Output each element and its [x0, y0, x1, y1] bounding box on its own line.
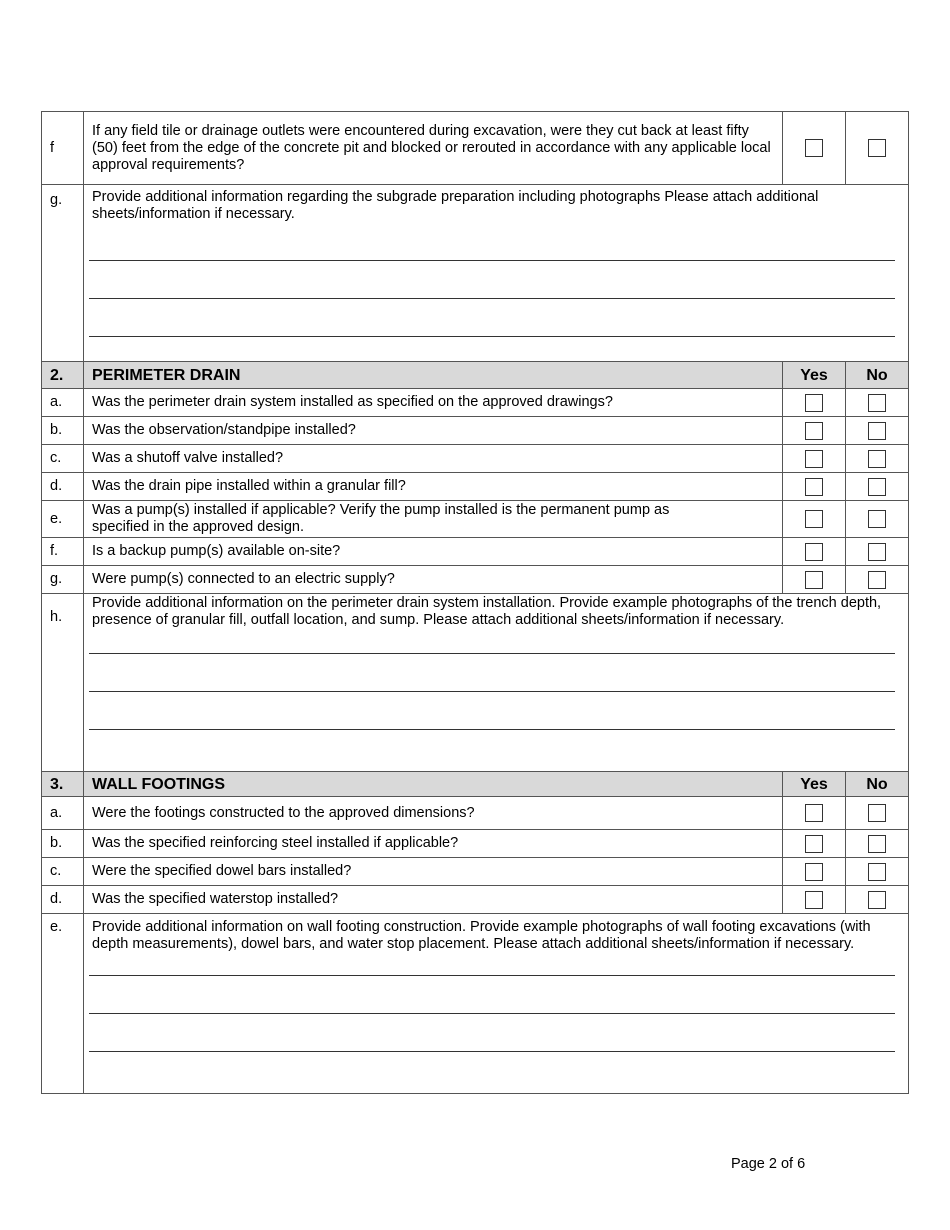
answer-line[interactable] — [89, 1051, 895, 1052]
no-checkbox[interactable] — [868, 835, 886, 853]
yes-checkbox[interactable] — [805, 422, 823, 440]
question-text: Was the specified reinforcing steel installed if applicable? — [84, 830, 783, 858]
row-id: a. — [42, 389, 84, 417]
no-checkbox[interactable] — [868, 450, 886, 468]
yes-checkbox[interactable] — [805, 394, 823, 412]
inspection-form-table — [41, 111, 909, 1094]
row-id: e. — [42, 501, 84, 538]
table-row — [42, 886, 909, 914]
question-text: Was a shutoff valve installed? — [84, 445, 783, 473]
question-text: Is a backup pump(s) available on-site? — [84, 538, 783, 566]
question-text: Was the perimeter drain system installed as specified on the approved drawings? — [84, 389, 783, 417]
yes-checkbox[interactable] — [805, 891, 823, 909]
row-id: f. — [42, 538, 84, 566]
no-checkbox[interactable] — [868, 478, 886, 496]
row-id: g. — [50, 192, 63, 208]
section-number: 3. — [42, 772, 84, 797]
info-question-text: Provide additional information on wall footing construction. Provide example photographs of wall footing excavations (with depth measurements), dowel bars, and water stop placement. Please attach additional sheets/information if necessary. — [92, 919, 871, 952]
yes-checkbox[interactable] — [805, 543, 823, 561]
info-row — [42, 594, 909, 772]
section-title: WALL FOOTINGS — [84, 772, 783, 797]
yes-checkbox[interactable] — [805, 450, 823, 468]
table-row — [42, 112, 909, 185]
table-row — [42, 830, 909, 858]
table-row — [42, 566, 909, 594]
row-id: b. — [42, 830, 84, 858]
row-id: b. — [42, 417, 84, 445]
no-checkbox[interactable] — [868, 863, 886, 881]
table-row — [42, 501, 909, 538]
section-title: PERIMETER DRAIN — [84, 362, 783, 389]
no-checkbox[interactable] — [868, 139, 886, 157]
question-text: Were the specified dowel bars installed? — [84, 858, 783, 886]
no-checkbox[interactable] — [868, 804, 886, 822]
table-row — [42, 473, 909, 501]
page-number: Page 2 of 6 — [731, 1156, 806, 1172]
question-text: Was the observation/standpipe installed? — [84, 417, 783, 445]
info-question-text: Provide additional information regarding the subgrade preparation including photographs Please attach additional sheets/information if necessary. — [92, 189, 819, 222]
row-id: g. — [42, 566, 84, 594]
info-question-text: Provide additional information on the perimeter drain system installation. Provide example photographs of the trench depth, presence of granular fill, outfall location, and sump. Please attach additional sheets/information if necessary. — [92, 595, 882, 628]
info-row — [42, 914, 909, 1094]
row-id: e. — [50, 919, 63, 935]
row-id: c. — [42, 445, 84, 473]
yes-checkbox[interactable] — [805, 863, 823, 881]
table-row — [42, 797, 909, 830]
row-id: d. — [42, 886, 84, 914]
no-checkbox[interactable] — [868, 891, 886, 909]
table-row — [42, 538, 909, 566]
no-checkbox[interactable] — [868, 422, 886, 440]
row-id: a. — [42, 797, 84, 830]
section-header-row — [42, 772, 909, 797]
table-row — [42, 858, 909, 886]
yes-checkbox[interactable] — [805, 804, 823, 822]
question-text: Were the footings constructed to the approved dimensions? — [84, 797, 783, 830]
yes-column-header: Yes — [783, 362, 846, 389]
row-id: h. — [50, 609, 63, 625]
answer-line[interactable] — [89, 729, 895, 730]
yes-checkbox[interactable] — [805, 571, 823, 589]
no-checkbox[interactable] — [868, 394, 886, 412]
table-row — [42, 445, 909, 473]
yes-checkbox[interactable] — [805, 510, 823, 528]
question-text: If any field tile or drainage outlets were encountered during excavation, were they cut back at least fifty (50) feet from the edge of the concrete pit and blocked or rerouted in accordance with any applicable local approval requirements? — [84, 112, 783, 185]
info-cell — [84, 914, 909, 1094]
yes-checkbox[interactable] — [805, 139, 823, 157]
yes-cell — [783, 112, 846, 185]
question-text: Were pump(s) connected to an electric supply? — [84, 566, 783, 594]
no-checkbox[interactable] — [868, 510, 886, 528]
yes-checkbox[interactable] — [805, 835, 823, 853]
no-cell — [846, 112, 909, 185]
answer-line[interactable] — [89, 336, 895, 337]
no-checkbox[interactable] — [868, 571, 886, 589]
question-text: Was a pump(s) installed if applicable? Verify the pump installed is the permanent pump as specified in the approved design. — [84, 501, 783, 538]
row-id: c. — [42, 858, 84, 886]
question-text: Was the specified waterstop installed? — [84, 886, 783, 914]
section-number: 2. — [42, 362, 84, 389]
yes-column-header: Yes — [783, 772, 846, 797]
no-column-header: No — [846, 772, 909, 797]
row-id: f — [42, 112, 84, 185]
no-checkbox[interactable] — [868, 543, 886, 561]
no-column-header: No — [846, 362, 909, 389]
info-row — [42, 185, 909, 362]
table-row — [42, 389, 909, 417]
row-id: d. — [42, 473, 84, 501]
info-cell — [84, 185, 909, 362]
yes-checkbox[interactable] — [805, 478, 823, 496]
section-header-row — [42, 362, 909, 389]
table-row — [42, 417, 909, 445]
info-cell — [84, 594, 909, 772]
question-text: Was the drain pipe installed within a granular fill? — [84, 473, 783, 501]
